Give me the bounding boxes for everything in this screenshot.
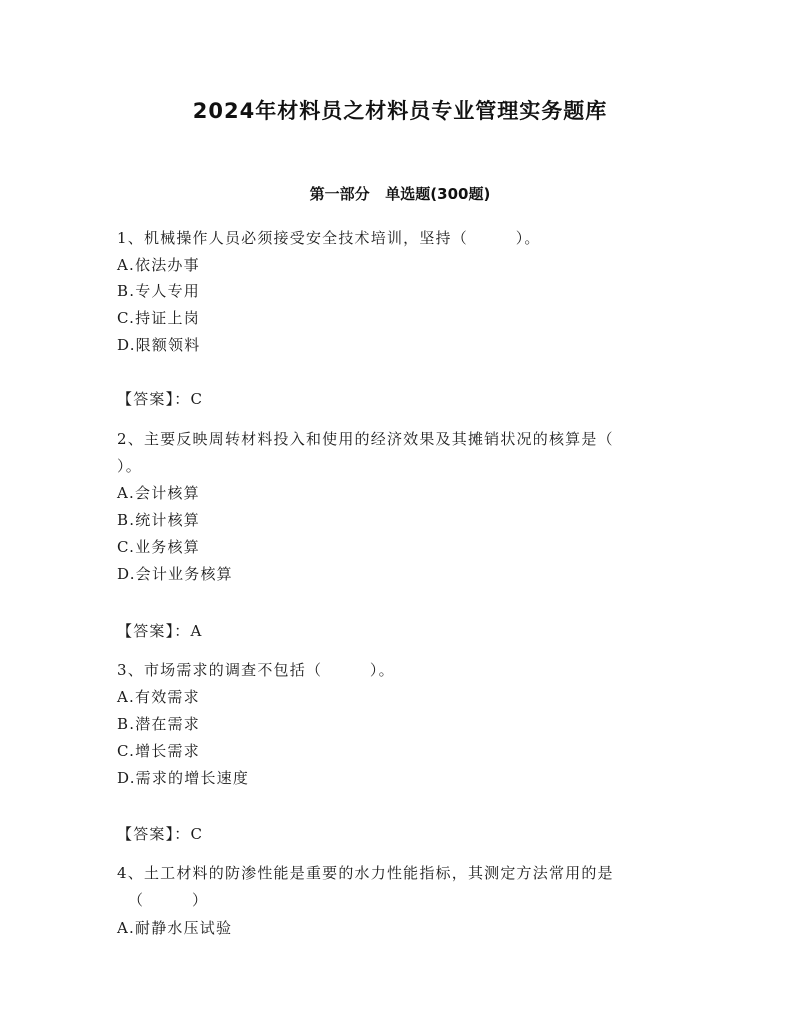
question-1-option-d: D.限额领料 [117,336,201,354]
question-3-answer: 【答案】：C [117,825,204,843]
question-1-answer: 【答案】：C [117,390,204,408]
question-2-option-c: C.业务核算 [117,538,200,556]
question-4-option-a: A.耐静水压试验 [117,919,233,937]
section-heading: 第一部分 单选题(300题) [309,185,491,203]
question-3-option-b: B.潜在需求 [117,715,200,733]
question-3-option-a: A.有效需求 [117,688,200,706]
question-4-stem: 4、土工材料的防渗性能是重要的水力性能指标，其测定方法常用的是 [117,864,614,882]
question-4-stem-cont: （ ） [128,891,209,909]
question-1-stem: 1、机械操作人员必须接受安全技术培训，坚持（ ）。 [117,229,541,247]
question-2-stem-cont: ）。 [117,457,142,475]
document-title: 2024年材料员之材料员专业管理实务题库 [192,99,608,123]
question-2-answer: 【答案】：A [117,622,203,640]
question-3-option-d: D.需求的增长速度 [117,769,250,787]
question-3-stem: 3、市场需求的调查不包括（ ）。 [117,661,395,679]
question-2-stem: 2、主要反映周转材料投入和使用的经济效果及其摊销状况的核算是（ [117,430,614,448]
question-1-option-c: C.持证上岗 [117,309,200,327]
question-2-option-d: D.会计业务核算 [117,565,233,583]
question-3-option-c: C.增长需求 [117,742,200,760]
question-2-option-a: A.会计核算 [117,484,200,502]
question-2-option-b: B.统计核算 [117,511,200,529]
question-1-option-b: B.专人专用 [117,282,200,300]
question-1-option-a: A.依法办事 [117,256,200,274]
